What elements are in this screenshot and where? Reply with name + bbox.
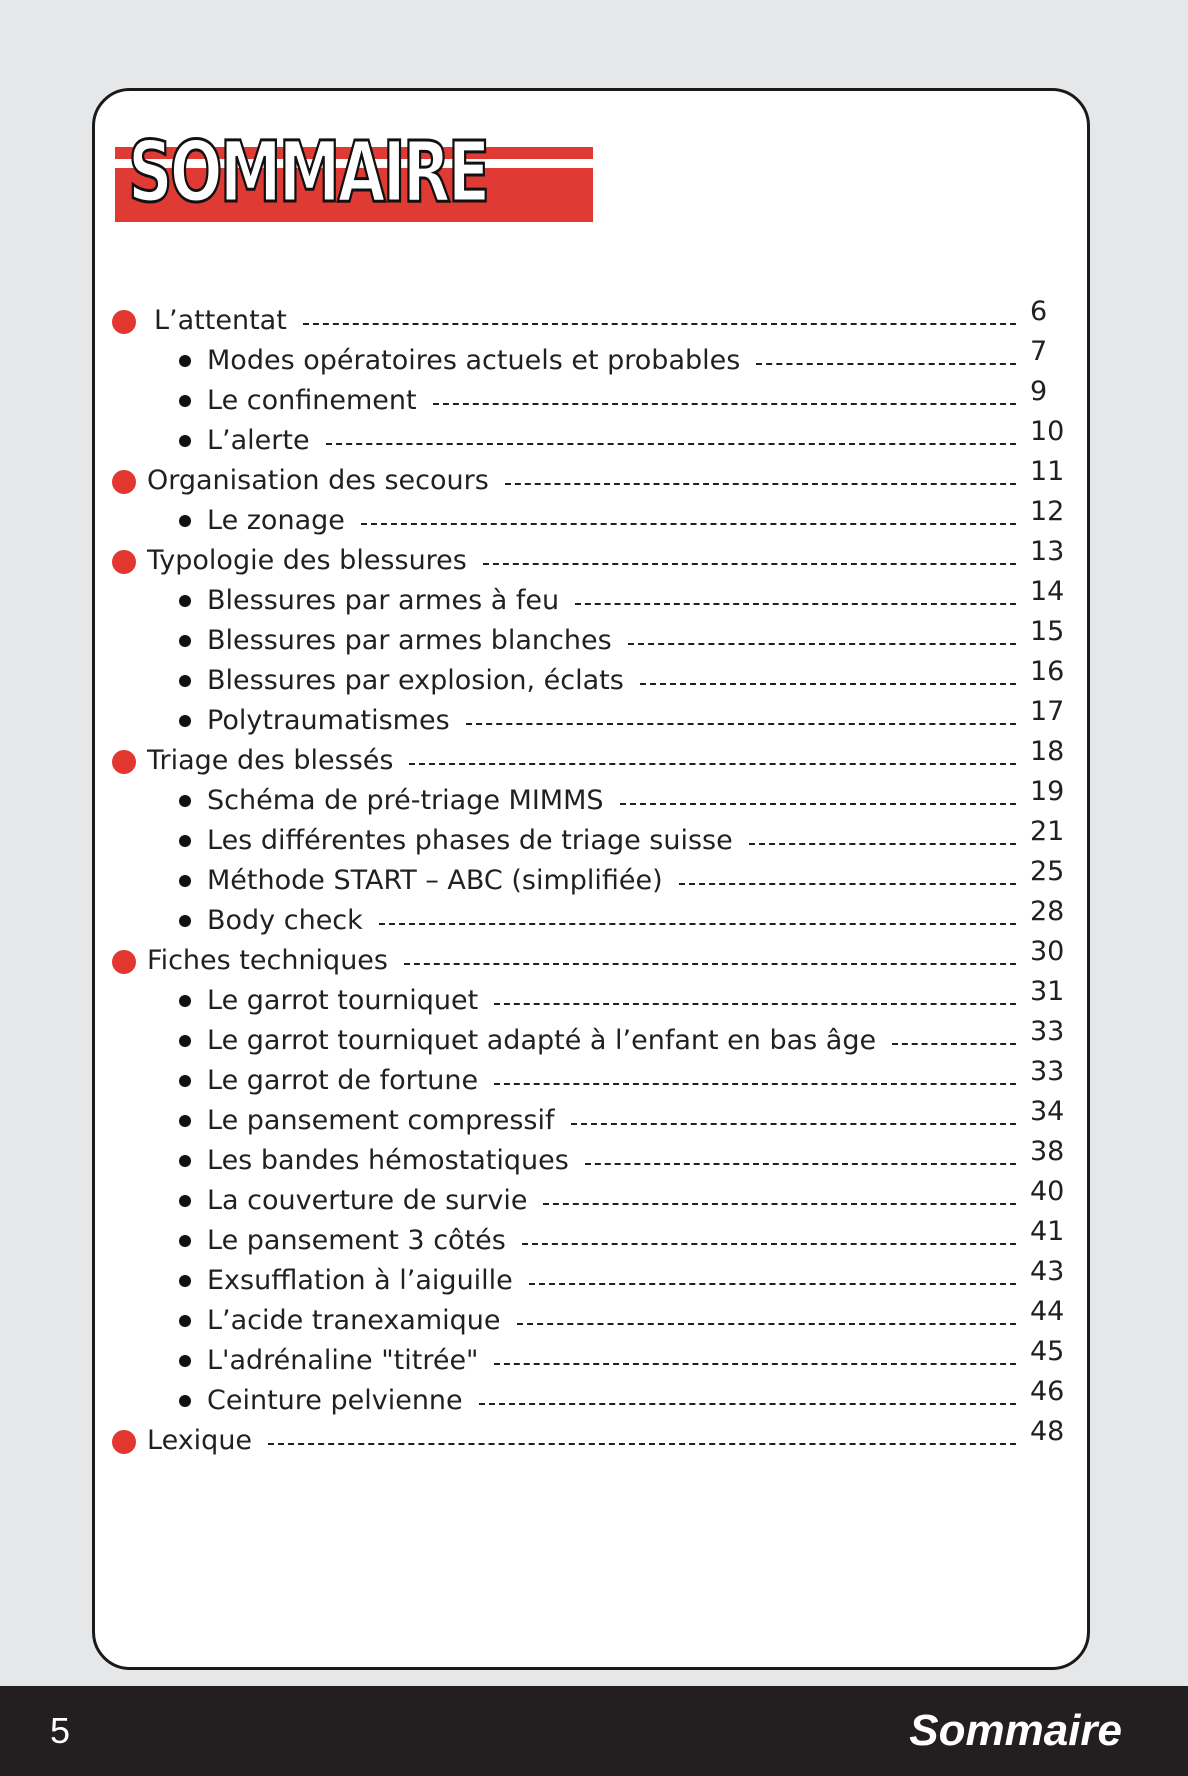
toc-entry-line [207,1380,1016,1420]
dotted-leader [433,403,1016,405]
toc-entry[interactable] [0,776,1188,820]
toc-entry-label: Exsufflation à l’aiguille [207,1264,513,1296]
toc-entry-label: Body check [207,904,363,936]
toc-entry-label: Fiches techniques [147,944,388,976]
dotted-leader [379,923,1016,925]
red-bullet-icon [112,1430,136,1454]
dotted-leader [303,323,1016,325]
toc-entry-label: Les différentes phases de triage suisse [207,824,733,856]
black-bullet-icon [179,1035,191,1047]
dotted-leader [749,843,1016,845]
toc-entry-page: 45 [1030,1336,1065,1367]
toc-entry-line [207,1220,1016,1260]
toc-entry-label: Les bandes hémostatiques [207,1144,569,1176]
toc-entry-page: 7 [1030,336,1048,367]
toc-entry-page: 9 [1030,376,1048,407]
toc-entry-page: 10 [1030,416,1065,447]
footer-bar [0,1686,1188,1776]
black-bullet-icon [179,875,191,887]
toc-entry-label: L’alerte [207,424,310,456]
black-bullet-icon [179,835,191,847]
toc-entry-line [207,900,1016,940]
toc-entry-line [147,940,1016,980]
toc-entry[interactable] [0,1056,1188,1100]
toc-entry-line [207,860,1016,900]
toc-entry[interactable] [0,456,1188,500]
dotted-leader [543,1203,1016,1205]
toc-entry-line [207,1180,1016,1220]
dotted-leader [479,1403,1016,1405]
red-bullet-icon [112,750,136,774]
toc-entry-label: Le garrot tourniquet [207,984,479,1016]
toc-entry-page: 12 [1030,496,1065,527]
toc-entry-line [207,620,1016,660]
toc-entry[interactable] [0,576,1188,620]
toc-entry[interactable] [0,1256,1188,1300]
red-bullet-icon [112,310,136,334]
toc-entry-label: Le garrot tourniquet adapté à l’enfant en bas âge [207,1024,877,1056]
toc-entry-page: 17 [1030,696,1065,727]
toc-entry-line [207,380,1016,420]
toc-entry-page: 13 [1030,536,1065,567]
toc-entry[interactable] [0,1376,1188,1420]
toc-entry-page: 43 [1030,1256,1065,1287]
toc-entry-line [207,580,1016,620]
toc-entry-page: 14 [1030,576,1065,607]
toc-entry-line [207,1060,1016,1100]
toc-entry-line [207,1100,1016,1140]
toc-entry-line [154,300,1016,340]
toc-entry-label: Lexique [147,1424,253,1456]
toc-entry-page: 30 [1030,936,1065,967]
black-bullet-icon [179,395,191,407]
toc-entry-page: 15 [1030,616,1065,647]
black-bullet-icon [179,795,191,807]
toc-entry[interactable] [0,1136,1188,1180]
toc-entry-page: 19 [1030,776,1065,807]
toc-entry[interactable] [0,536,1188,580]
toc-entry-label: Modes opératoires actuels et probables [207,344,741,376]
toc-entry[interactable] [0,656,1188,700]
toc-entry[interactable] [0,896,1188,940]
black-bullet-icon [179,915,191,927]
dotted-leader [892,1043,1016,1045]
black-bullet-icon [179,715,191,727]
red-bullet-icon [112,550,136,574]
toc-entry-line [207,660,1016,700]
toc-entry[interactable] [0,696,1188,740]
toc-entry-line [207,1300,1016,1340]
black-bullet-icon [179,1395,191,1407]
toc-entry-line [207,420,1016,460]
dotted-leader [404,963,1016,965]
black-bullet-icon [179,1075,191,1087]
toc-entry-line [207,820,1016,860]
toc-entry-page: 33 [1030,1016,1065,1047]
black-bullet-icon [179,1115,191,1127]
black-bullet-icon [179,1315,191,1327]
toc-entry-label: Le confinement [207,384,417,416]
dotted-leader [620,803,1016,805]
toc-entry-line [147,540,1016,580]
toc-entry[interactable] [0,416,1188,460]
toc-entry-line [147,1420,1016,1460]
dotted-leader [571,1123,1017,1125]
toc-entry-line [207,1020,1016,1060]
toc-entry-line [207,700,1016,740]
toc-entry[interactable] [0,816,1188,860]
toc-entry-page: 6 [1030,296,1048,327]
toc-entry-page: 21 [1030,816,1065,847]
dotted-leader [679,883,1016,885]
dotted-leader [494,1083,1016,1085]
toc-entry-page: 25 [1030,856,1065,887]
toc-entry-label: Méthode START – ABC (simplifiée) [207,864,663,896]
dotted-leader [409,763,1016,765]
footer-page-number: 5 [50,1710,71,1751]
black-bullet-icon [179,435,191,447]
toc-entry-page: 38 [1030,1136,1065,1167]
toc-entry-line [147,460,1016,500]
toc-entry-label: Polytraumatismes [207,704,450,736]
toc-entry[interactable] [0,1336,1188,1380]
black-bullet-icon [179,1155,191,1167]
toc-entry-page: 34 [1030,1096,1065,1127]
toc-entry[interactable] [0,1096,1188,1140]
toc-entry-page: 16 [1030,656,1065,687]
dotted-leader [505,483,1016,485]
dotted-leader [575,603,1016,605]
dotted-leader [640,683,1016,685]
footer-section-title: Sommaire [909,1706,1122,1755]
dotted-leader [522,1243,1016,1245]
toc-entry-label: Triage des blessés [147,744,394,776]
toc-entry[interactable] [0,1296,1188,1340]
dotted-leader [361,523,1016,525]
red-bullet-icon [112,950,136,974]
toc-entry[interactable] [0,1216,1188,1260]
black-bullet-icon [179,1195,191,1207]
dotted-leader [517,1323,1016,1325]
dotted-leader [268,1443,1016,1445]
dotted-leader [529,1283,1016,1285]
toc-entry[interactable] [0,736,1188,780]
toc-entry-page: 44 [1030,1296,1065,1327]
toc-entry[interactable] [0,1176,1188,1220]
toc-entry-line [147,740,1016,780]
dotted-leader [585,1163,1016,1165]
dotted-leader [756,363,1016,365]
toc-entry[interactable] [0,936,1188,980]
toc-entry-label: L'adrénaline "titrée" [207,1344,479,1376]
toc-entry-label: Typologie des blessures [147,544,467,576]
toc-entry[interactable] [0,1416,1188,1460]
toc-entry-page: 28 [1030,896,1065,927]
toc-entry-line [207,780,1016,820]
black-bullet-icon [179,995,191,1007]
toc-entry-page: 40 [1030,1176,1065,1207]
toc-entry-label: La couverture de survie [207,1184,528,1216]
toc-entry-label: Le pansement compressif [207,1104,555,1136]
toc-entry[interactable] [0,616,1188,660]
red-bullet-icon [112,470,136,494]
toc-entry-label: Le garrot de fortune [207,1064,479,1096]
dotted-leader [483,563,1016,565]
toc-entry[interactable] [0,1016,1188,1060]
toc-entry-line [207,340,1016,380]
toc-entry-line [207,1260,1016,1300]
toc-entry-label: Organisation des secours [147,464,489,496]
toc-entry-line [207,1340,1016,1380]
toc-entry[interactable] [0,376,1188,420]
toc-entry-line [207,980,1016,1020]
toc-entry-line [207,500,1016,540]
toc-entry-label: Le zonage [207,504,345,536]
toc-entry-page: 31 [1030,976,1065,1007]
toc-entry-line [207,1140,1016,1180]
dotted-leader [326,443,1016,445]
toc-entry-label: Ceinture pelvienne [207,1384,463,1416]
dotted-leader [466,723,1016,725]
toc-entry[interactable] [0,336,1188,380]
toc-entry-page: 33 [1030,1056,1065,1087]
toc-entry-label: Blessures par armes à feu [207,584,560,616]
toc-entry-page: 11 [1030,456,1065,487]
toc-entry-label: L’attentat [154,304,287,336]
toc-entry-label: Le pansement 3 côtés [207,1224,506,1256]
toc-entry-label: L’acide tranexamique [207,1304,501,1336]
page-title: SOMMAIRE [128,123,488,221]
toc-entry-label: Blessures par explosion, éclats [207,664,624,696]
toc-entry[interactable] [0,296,1188,340]
black-bullet-icon [179,515,191,527]
dotted-leader [628,643,1016,645]
toc-entry-page: 48 [1030,1416,1065,1447]
black-bullet-icon [179,675,191,687]
toc-entry-label: Schéma de pré-triage MIMMS [207,784,604,816]
toc-entry[interactable] [0,976,1188,1020]
black-bullet-icon [179,1275,191,1287]
toc-entry[interactable] [0,856,1188,900]
black-bullet-icon [179,635,191,647]
toc-entry[interactable] [0,496,1188,540]
dotted-leader [494,1363,1016,1365]
toc-entry-page: 46 [1030,1376,1065,1407]
toc-entry-page: 18 [1030,736,1065,767]
black-bullet-icon [179,1355,191,1367]
dotted-leader [494,1003,1016,1005]
toc-entry-page: 41 [1030,1216,1065,1247]
black-bullet-icon [179,1235,191,1247]
toc-entry-label: Blessures par armes blanches [207,624,612,656]
black-bullet-icon [179,595,191,607]
black-bullet-icon [179,355,191,367]
